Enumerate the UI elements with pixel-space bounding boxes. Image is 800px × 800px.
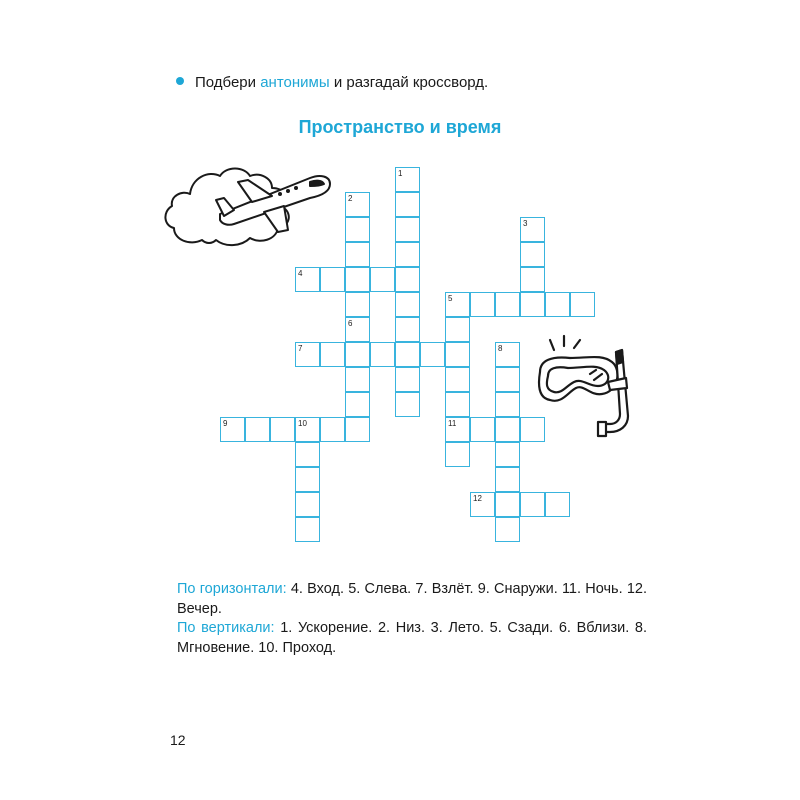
- crossword-cell[interactable]: [295, 517, 320, 542]
- crossword-cell[interactable]: [520, 217, 545, 242]
- crossword-cell[interactable]: [295, 492, 320, 517]
- crossword-cell[interactable]: [395, 392, 420, 417]
- crossword-cell-number: 5: [448, 294, 453, 303]
- clues-horizontal: [177, 580, 647, 619]
- crossword-cell-number: 1: [398, 169, 403, 178]
- crossword-cell[interactable]: [295, 417, 320, 442]
- diving-mask-snorkel-icon: [532, 332, 644, 446]
- crossword-cell[interactable]: [495, 517, 520, 542]
- crossword-cell[interactable]: [320, 342, 345, 367]
- crossword-cell[interactable]: [295, 442, 320, 467]
- crossword-cell[interactable]: [520, 242, 545, 267]
- crossword-cell[interactable]: [395, 167, 420, 192]
- page-title: Пространство и время: [298, 117, 502, 137]
- crossword-cell[interactable]: [445, 317, 470, 342]
- crossword-cell[interactable]: [495, 467, 520, 492]
- crossword-cell[interactable]: [345, 242, 370, 267]
- crossword-cell[interactable]: [470, 492, 495, 517]
- crossword-cell[interactable]: [295, 467, 320, 492]
- crossword-cell[interactable]: [520, 492, 545, 517]
- crossword-cell-number: 9: [223, 419, 228, 428]
- crossword-cell[interactable]: [495, 342, 520, 367]
- crossword-cell[interactable]: [320, 267, 345, 292]
- clues-horizontal-heading: По горизонтали:: [177, 581, 287, 597]
- crossword-cell[interactable]: [445, 442, 470, 467]
- clues: [177, 580, 647, 658]
- crossword-cell[interactable]: [495, 292, 520, 317]
- bullet-icon: [176, 77, 184, 85]
- crossword-cell[interactable]: [545, 492, 570, 517]
- crossword-cell[interactable]: [495, 442, 520, 467]
- crossword-cell[interactable]: [395, 267, 420, 292]
- crossword-cell[interactable]: [445, 392, 470, 417]
- crossword-cell[interactable]: [445, 342, 470, 367]
- crossword-cell[interactable]: [345, 392, 370, 417]
- crossword-cell[interactable]: [270, 417, 295, 442]
- crossword-cell[interactable]: [220, 417, 245, 442]
- crossword-cell[interactable]: [495, 392, 520, 417]
- page-number: 12: [170, 732, 186, 748]
- crossword-cell[interactable]: [495, 492, 520, 517]
- crossword-cell[interactable]: [395, 342, 420, 367]
- crossword-cell[interactable]: [520, 292, 545, 317]
- crossword-cell[interactable]: [545, 292, 570, 317]
- instruction-text-before: Подбери: [195, 74, 257, 91]
- crossword-cell-number: 12: [473, 494, 482, 503]
- crossword-cell[interactable]: [345, 342, 370, 367]
- crossword-cell[interactable]: [395, 217, 420, 242]
- crossword-cell[interactable]: [495, 417, 520, 442]
- crossword-cell[interactable]: [395, 192, 420, 217]
- clues-vertical-text: 1. Ускорение. 2. Низ. 3. Лето. 5. Сзади. 6. Вблизи. 8. Мгновение. 10. Проход.: [177, 620, 647, 656]
- crossword-cell[interactable]: [520, 417, 545, 442]
- crossword-cell-number: 8: [498, 344, 503, 353]
- clues-horizontal-text: 4. Вход. 5. Слева. 7. Взлёт. 9. Снаружи. 11. Ночь. 12. Вечер.: [177, 581, 648, 617]
- crossword-cell[interactable]: [245, 417, 270, 442]
- crossword-cell-number: 2: [348, 194, 353, 203]
- instruction: [176, 74, 488, 91]
- crossword-cell[interactable]: [295, 342, 320, 367]
- crossword-cell[interactable]: [395, 242, 420, 267]
- crossword-cell[interactable]: [445, 367, 470, 392]
- crossword-cell-number: 10: [298, 419, 307, 428]
- clues-vertical-heading: По вертикали:: [177, 620, 275, 636]
- crossword-cell-number: 4: [298, 269, 303, 278]
- instruction-keyword: антонимы: [260, 74, 330, 91]
- crossword-cell[interactable]: [570, 292, 595, 317]
- crossword-cell[interactable]: [395, 317, 420, 342]
- crossword-cell[interactable]: [495, 367, 520, 392]
- airplane-cloud-icon: [160, 162, 335, 254]
- crossword-cell[interactable]: [470, 417, 495, 442]
- crossword-cell-number: 3: [523, 219, 528, 228]
- crossword-cell[interactable]: [345, 267, 370, 292]
- crossword-cell[interactable]: [345, 192, 370, 217]
- crossword-cell[interactable]: [345, 292, 370, 317]
- crossword-cell-number: 11: [448, 419, 457, 428]
- crossword-cell[interactable]: [370, 342, 395, 367]
- crossword-cell-number: 6: [348, 319, 353, 328]
- crossword-cell[interactable]: [295, 267, 320, 292]
- crossword-cell[interactable]: [370, 267, 395, 292]
- crossword-cell[interactable]: [345, 417, 370, 442]
- crossword-cell[interactable]: [345, 367, 370, 392]
- crossword-cell[interactable]: [445, 292, 470, 317]
- crossword-cell[interactable]: [470, 292, 495, 317]
- crossword-cell[interactable]: [445, 417, 470, 442]
- crossword-cell[interactable]: [420, 342, 445, 367]
- crossword-cell[interactable]: [520, 267, 545, 292]
- crossword-cell[interactable]: [395, 367, 420, 392]
- crossword-cell[interactable]: [345, 317, 370, 342]
- crossword-cell[interactable]: [395, 292, 420, 317]
- crossword-cell[interactable]: [345, 217, 370, 242]
- crossword-cell-number: 7: [298, 344, 303, 353]
- clues-vertical: [177, 619, 647, 658]
- instruction-text-after: и разгадай кроссворд.: [333, 74, 489, 91]
- crossword-cell[interactable]: [320, 417, 345, 442]
